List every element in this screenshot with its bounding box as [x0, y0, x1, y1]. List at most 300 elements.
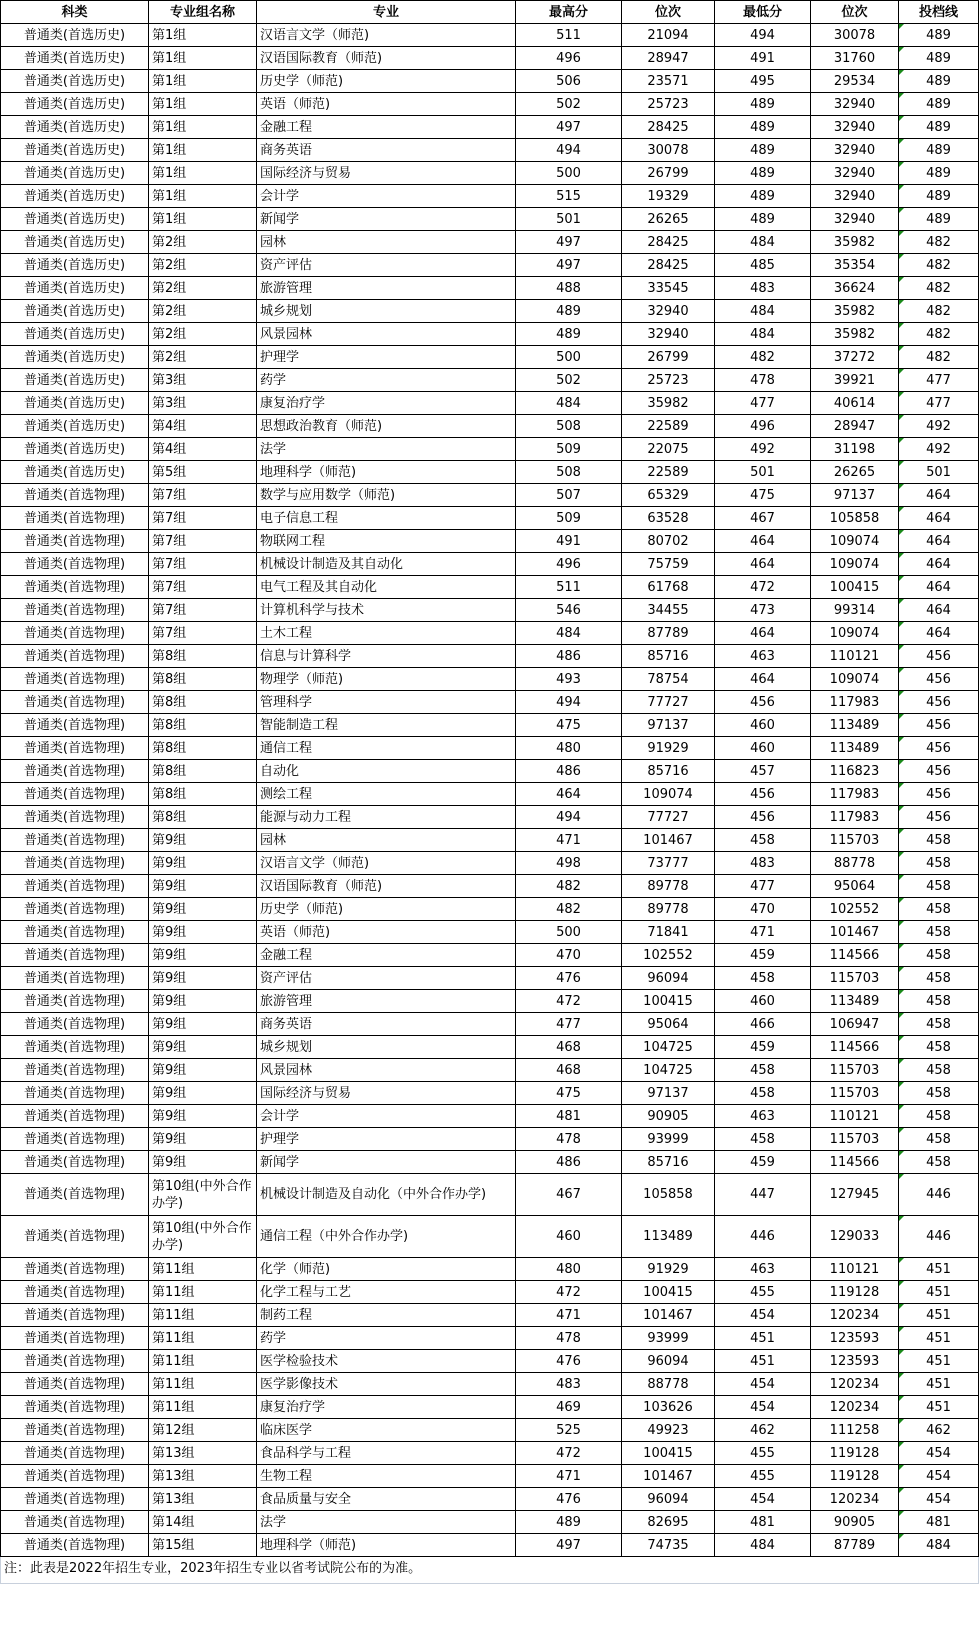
min-rank-cell[interactable]: 97137 [811, 484, 899, 507]
max-rank-cell[interactable]: 103626 [622, 1396, 715, 1419]
max-rank-cell[interactable]: 28425 [622, 231, 715, 254]
category-cell[interactable]: 普通类(首选历史) [1, 461, 149, 484]
min-score-cell[interactable]: 460 [715, 990, 811, 1013]
major-cell[interactable]: 自动化 [257, 760, 516, 783]
min-rank-cell[interactable]: 115703 [811, 1059, 899, 1082]
min-score-cell[interactable]: 491 [715, 47, 811, 70]
max-score-cell[interactable]: 497 [516, 254, 622, 277]
category-cell[interactable]: 普通类(首选物理) [1, 1105, 149, 1128]
category-cell[interactable]: 普通类(首选物理) [1, 829, 149, 852]
major-cell[interactable]: 园林 [257, 829, 516, 852]
max-rank-cell[interactable]: 77727 [622, 691, 715, 714]
major-cell[interactable]: 医学检验技术 [257, 1350, 516, 1373]
min-score-cell[interactable]: 484 [715, 231, 811, 254]
major-cell[interactable]: 康复治疗学 [257, 1396, 516, 1419]
major-cell[interactable]: 会计学 [257, 185, 516, 208]
max-rank-cell[interactable]: 93999 [622, 1128, 715, 1151]
category-cell[interactable]: 普通类(首选物理) [1, 1373, 149, 1396]
min-score-cell[interactable]: 466 [715, 1013, 811, 1036]
max-score-cell[interactable]: 482 [516, 898, 622, 921]
cutoff-line-cell[interactable]: 464 [899, 484, 979, 507]
min-rank-cell[interactable]: 123593 [811, 1327, 899, 1350]
group-name-cell[interactable]: 第7组 [149, 599, 257, 622]
group-name-cell[interactable]: 第2组 [149, 231, 257, 254]
min-score-cell[interactable]: 459 [715, 944, 811, 967]
group-name-cell[interactable]: 第8组 [149, 783, 257, 806]
max-rank-cell[interactable]: 113489 [622, 1216, 715, 1258]
major-cell[interactable]: 英语（师范) [257, 921, 516, 944]
min-score-cell[interactable]: 459 [715, 1151, 811, 1174]
header-cutoff-line[interactable]: 投档线 [899, 1, 979, 24]
min-rank-cell[interactable]: 117983 [811, 806, 899, 829]
group-name-cell[interactable]: 第5组 [149, 461, 257, 484]
category-cell[interactable]: 普通类(首选物理) [1, 760, 149, 783]
max-rank-cell[interactable]: 80702 [622, 530, 715, 553]
max-rank-cell[interactable]: 97137 [622, 714, 715, 737]
min-score-cell[interactable]: 492 [715, 438, 811, 461]
group-name-cell[interactable]: 第11组 [149, 1327, 257, 1350]
max-rank-cell[interactable]: 85716 [622, 760, 715, 783]
major-cell[interactable]: 新闻学 [257, 208, 516, 231]
min-rank-cell[interactable]: 129033 [811, 1216, 899, 1258]
cutoff-line-cell[interactable]: 458 [899, 921, 979, 944]
max-score-cell[interactable]: 469 [516, 1396, 622, 1419]
max-rank-cell[interactable]: 75759 [622, 553, 715, 576]
major-cell[interactable]: 旅游管理 [257, 277, 516, 300]
min-score-cell[interactable]: 489 [715, 162, 811, 185]
cutoff-line-cell[interactable]: 451 [899, 1281, 979, 1304]
group-name-cell[interactable]: 第1组 [149, 162, 257, 185]
major-cell[interactable]: 测绘工程 [257, 783, 516, 806]
group-name-cell[interactable]: 第9组 [149, 921, 257, 944]
group-name-cell[interactable]: 第13组 [149, 1442, 257, 1465]
group-name-cell[interactable]: 第1组 [149, 208, 257, 231]
major-cell[interactable]: 通信工程（中外合作办学) [257, 1216, 516, 1258]
group-name-cell[interactable]: 第9组 [149, 944, 257, 967]
group-name-cell[interactable]: 第2组 [149, 254, 257, 277]
min-rank-cell[interactable]: 102552 [811, 898, 899, 921]
group-name-cell[interactable]: 第7组 [149, 622, 257, 645]
min-rank-cell[interactable]: 35982 [811, 323, 899, 346]
max-score-cell[interactable]: 464 [516, 783, 622, 806]
max-score-cell[interactable]: 506 [516, 70, 622, 93]
major-cell[interactable]: 商务英语 [257, 1013, 516, 1036]
group-name-cell[interactable]: 第2组 [149, 300, 257, 323]
cutoff-line-cell[interactable]: 464 [899, 530, 979, 553]
category-cell[interactable]: 普通类(首选物理) [1, 1059, 149, 1082]
cutoff-line-cell[interactable]: 458 [899, 1013, 979, 1036]
category-cell[interactable]: 普通类(首选历史) [1, 24, 149, 47]
max-score-cell[interactable]: 525 [516, 1419, 622, 1442]
major-cell[interactable]: 汉语国际教育（师范) [257, 875, 516, 898]
group-name-cell[interactable]: 第11组 [149, 1373, 257, 1396]
cutoff-line-cell[interactable]: 456 [899, 783, 979, 806]
min-score-cell[interactable]: 460 [715, 714, 811, 737]
max-rank-cell[interactable]: 63528 [622, 507, 715, 530]
group-name-cell[interactable]: 第10组(中外合作办学) [149, 1216, 257, 1258]
cutoff-line-cell[interactable]: 482 [899, 231, 979, 254]
min-rank-cell[interactable]: 109074 [811, 668, 899, 691]
header-group-name[interactable]: 专业组名称 [149, 1, 257, 24]
cutoff-line-cell[interactable]: 456 [899, 714, 979, 737]
max-rank-cell[interactable]: 49923 [622, 1419, 715, 1442]
min-score-cell[interactable]: 455 [715, 1281, 811, 1304]
max-score-cell[interactable]: 486 [516, 645, 622, 668]
min-rank-cell[interactable]: 120234 [811, 1396, 899, 1419]
max-score-cell[interactable]: 497 [516, 1534, 622, 1557]
max-rank-cell[interactable]: 26265 [622, 208, 715, 231]
category-cell[interactable]: 普通类(首选历史) [1, 93, 149, 116]
min-score-cell[interactable]: 458 [715, 1128, 811, 1151]
major-cell[interactable]: 生物工程 [257, 1465, 516, 1488]
category-cell[interactable]: 普通类(首选物理) [1, 898, 149, 921]
max-rank-cell[interactable]: 78754 [622, 668, 715, 691]
min-score-cell[interactable]: 455 [715, 1442, 811, 1465]
min-score-cell[interactable]: 477 [715, 875, 811, 898]
min-score-cell[interactable]: 464 [715, 553, 811, 576]
category-cell[interactable]: 普通类(首选物理) [1, 1442, 149, 1465]
min-rank-cell[interactable]: 123593 [811, 1350, 899, 1373]
max-score-cell[interactable]: 471 [516, 1304, 622, 1327]
max-score-cell[interactable]: 476 [516, 967, 622, 990]
category-cell[interactable]: 普通类(首选物理) [1, 507, 149, 530]
min-rank-cell[interactable]: 115703 [811, 829, 899, 852]
category-cell[interactable]: 普通类(首选物理) [1, 1534, 149, 1557]
max-rank-cell[interactable]: 101467 [622, 1304, 715, 1327]
group-name-cell[interactable]: 第9组 [149, 990, 257, 1013]
min-score-cell[interactable]: 463 [715, 645, 811, 668]
major-cell[interactable]: 物理学（师范) [257, 668, 516, 691]
min-score-cell[interactable]: 446 [715, 1216, 811, 1258]
min-score-cell[interactable]: 489 [715, 116, 811, 139]
header-major[interactable]: 专业 [257, 1, 516, 24]
category-cell[interactable]: 普通类(首选物理) [1, 990, 149, 1013]
max-rank-cell[interactable]: 32940 [622, 300, 715, 323]
min-rank-cell[interactable]: 95064 [811, 875, 899, 898]
category-cell[interactable]: 普通类(首选历史) [1, 116, 149, 139]
max-score-cell[interactable]: 508 [516, 415, 622, 438]
major-cell[interactable]: 机械设计制造及其自动化 [257, 553, 516, 576]
major-cell[interactable]: 新闻学 [257, 1151, 516, 1174]
major-cell[interactable]: 化学工程与工艺 [257, 1281, 516, 1304]
min-rank-cell[interactable]: 37272 [811, 346, 899, 369]
cutoff-line-cell[interactable]: 458 [899, 875, 979, 898]
min-score-cell[interactable]: 454 [715, 1488, 811, 1511]
max-rank-cell[interactable]: 100415 [622, 990, 715, 1013]
max-score-cell[interactable]: 476 [516, 1488, 622, 1511]
max-score-cell[interactable]: 478 [516, 1327, 622, 1350]
group-name-cell[interactable]: 第9组 [149, 1151, 257, 1174]
cutoff-line-cell[interactable]: 492 [899, 438, 979, 461]
min-rank-cell[interactable]: 101467 [811, 921, 899, 944]
max-rank-cell[interactable]: 91929 [622, 1258, 715, 1281]
max-rank-cell[interactable]: 101467 [622, 1465, 715, 1488]
max-rank-cell[interactable]: 104725 [622, 1059, 715, 1082]
max-rank-cell[interactable]: 88778 [622, 1373, 715, 1396]
major-cell[interactable]: 资产评估 [257, 254, 516, 277]
cutoff-line-cell[interactable]: 464 [899, 507, 979, 530]
major-cell[interactable]: 城乡规划 [257, 1036, 516, 1059]
category-cell[interactable]: 普通类(首选物理) [1, 1488, 149, 1511]
category-cell[interactable]: 普通类(首选物理) [1, 783, 149, 806]
min-rank-cell[interactable]: 32940 [811, 162, 899, 185]
group-name-cell[interactable]: 第8组 [149, 737, 257, 760]
min-rank-cell[interactable]: 109074 [811, 553, 899, 576]
min-score-cell[interactable]: 458 [715, 967, 811, 990]
major-cell[interactable]: 物联网工程 [257, 530, 516, 553]
category-cell[interactable]: 普通类(首选物理) [1, 1281, 149, 1304]
min-score-cell[interactable]: 451 [715, 1350, 811, 1373]
cutoff-line-cell[interactable]: 456 [899, 691, 979, 714]
category-cell[interactable]: 普通类(首选物理) [1, 484, 149, 507]
category-cell[interactable]: 普通类(首选历史) [1, 323, 149, 346]
group-name-cell[interactable]: 第7组 [149, 553, 257, 576]
major-cell[interactable]: 食品质量与安全 [257, 1488, 516, 1511]
max-score-cell[interactable]: 475 [516, 714, 622, 737]
group-name-cell[interactable]: 第9组 [149, 898, 257, 921]
max-score-cell[interactable]: 480 [516, 737, 622, 760]
category-cell[interactable]: 普通类(首选历史) [1, 438, 149, 461]
max-score-cell[interactable]: 467 [516, 1174, 622, 1216]
category-cell[interactable]: 普通类(首选物理) [1, 1419, 149, 1442]
min-rank-cell[interactable]: 127945 [811, 1174, 899, 1216]
header-max-score[interactable]: 最高分 [516, 1, 622, 24]
max-rank-cell[interactable]: 33545 [622, 277, 715, 300]
major-cell[interactable]: 电气工程及其自动化 [257, 576, 516, 599]
cutoff-line-cell[interactable]: 456 [899, 760, 979, 783]
max-score-cell[interactable]: 484 [516, 392, 622, 415]
group-name-cell[interactable]: 第7组 [149, 530, 257, 553]
max-rank-cell[interactable]: 73777 [622, 852, 715, 875]
major-cell[interactable]: 护理学 [257, 1128, 516, 1151]
max-score-cell[interactable]: 471 [516, 1465, 622, 1488]
min-rank-cell[interactable]: 32940 [811, 208, 899, 231]
max-rank-cell[interactable]: 100415 [622, 1281, 715, 1304]
major-cell[interactable]: 数学与应用数学（师范) [257, 484, 516, 507]
group-name-cell[interactable]: 第13组 [149, 1488, 257, 1511]
min-rank-cell[interactable]: 35982 [811, 300, 899, 323]
cutoff-line-cell[interactable]: 446 [899, 1216, 979, 1258]
major-cell[interactable]: 汉语言文学（师范) [257, 24, 516, 47]
min-score-cell[interactable]: 484 [715, 323, 811, 346]
header-min-score[interactable]: 最低分 [715, 1, 811, 24]
min-rank-cell[interactable]: 31760 [811, 47, 899, 70]
min-rank-cell[interactable]: 113489 [811, 714, 899, 737]
max-score-cell[interactable]: 471 [516, 829, 622, 852]
cutoff-line-cell[interactable]: 489 [899, 139, 979, 162]
group-name-cell[interactable]: 第8组 [149, 691, 257, 714]
min-score-cell[interactable]: 462 [715, 1419, 811, 1442]
max-score-cell[interactable]: 494 [516, 691, 622, 714]
max-score-cell[interactable]: 507 [516, 484, 622, 507]
category-cell[interactable]: 普通类(首选物理) [1, 967, 149, 990]
major-cell[interactable]: 药学 [257, 1327, 516, 1350]
cutoff-line-cell[interactable]: 456 [899, 737, 979, 760]
major-cell[interactable]: 信息与计算科学 [257, 645, 516, 668]
major-cell[interactable]: 制药工程 [257, 1304, 516, 1327]
category-cell[interactable]: 普通类(首选物理) [1, 737, 149, 760]
max-rank-cell[interactable]: 100415 [622, 1442, 715, 1465]
min-rank-cell[interactable]: 32940 [811, 116, 899, 139]
group-name-cell[interactable]: 第9组 [149, 1036, 257, 1059]
major-cell[interactable]: 电子信息工程 [257, 507, 516, 530]
min-rank-cell[interactable]: 26265 [811, 461, 899, 484]
group-name-cell[interactable]: 第1组 [149, 139, 257, 162]
category-cell[interactable]: 普通类(首选物理) [1, 530, 149, 553]
category-cell[interactable]: 普通类(首选物理) [1, 875, 149, 898]
min-score-cell[interactable]: 467 [715, 507, 811, 530]
cutoff-line-cell[interactable]: 451 [899, 1327, 979, 1350]
max-rank-cell[interactable]: 85716 [622, 1151, 715, 1174]
max-score-cell[interactable]: 511 [516, 576, 622, 599]
max-rank-cell[interactable]: 87789 [622, 622, 715, 645]
cutoff-line-cell[interactable]: 454 [899, 1442, 979, 1465]
min-score-cell[interactable]: 495 [715, 70, 811, 93]
group-name-cell[interactable]: 第1组 [149, 93, 257, 116]
category-cell[interactable]: 普通类(首选历史) [1, 47, 149, 70]
cutoff-line-cell[interactable]: 456 [899, 806, 979, 829]
category-cell[interactable]: 普通类(首选物理) [1, 1304, 149, 1327]
max-score-cell[interactable]: 500 [516, 346, 622, 369]
group-name-cell[interactable]: 第8组 [149, 806, 257, 829]
min-score-cell[interactable]: 463 [715, 1258, 811, 1281]
min-score-cell[interactable]: 472 [715, 576, 811, 599]
min-rank-cell[interactable]: 87789 [811, 1534, 899, 1557]
group-name-cell[interactable]: 第13组 [149, 1465, 257, 1488]
max-score-cell[interactable]: 508 [516, 461, 622, 484]
group-name-cell[interactable]: 第10组(中外合作办学) [149, 1174, 257, 1216]
min-rank-cell[interactable]: 115703 [811, 1082, 899, 1105]
group-name-cell[interactable]: 第2组 [149, 346, 257, 369]
max-rank-cell[interactable]: 89778 [622, 898, 715, 921]
group-name-cell[interactable]: 第9组 [149, 852, 257, 875]
min-score-cell[interactable]: 473 [715, 599, 811, 622]
category-cell[interactable]: 普通类(首选物理) [1, 714, 149, 737]
cutoff-line-cell[interactable]: 489 [899, 185, 979, 208]
major-cell[interactable]: 英语（师范) [257, 93, 516, 116]
cutoff-line-cell[interactable]: 458 [899, 898, 979, 921]
min-score-cell[interactable]: 484 [715, 300, 811, 323]
group-name-cell[interactable]: 第4组 [149, 415, 257, 438]
max-score-cell[interactable]: 546 [516, 599, 622, 622]
major-cell[interactable]: 地理科学（师范) [257, 461, 516, 484]
min-rank-cell[interactable]: 35354 [811, 254, 899, 277]
major-cell[interactable]: 康复治疗学 [257, 392, 516, 415]
major-cell[interactable]: 智能制造工程 [257, 714, 516, 737]
max-rank-cell[interactable]: 25723 [622, 93, 715, 116]
cutoff-line-cell[interactable]: 464 [899, 599, 979, 622]
major-cell[interactable]: 历史学（师范) [257, 898, 516, 921]
min-score-cell[interactable]: 478 [715, 369, 811, 392]
max-score-cell[interactable]: 498 [516, 852, 622, 875]
min-score-cell[interactable]: 485 [715, 254, 811, 277]
group-name-cell[interactable]: 第9组 [149, 967, 257, 990]
min-rank-cell[interactable]: 29534 [811, 70, 899, 93]
category-cell[interactable]: 普通类(首选物理) [1, 622, 149, 645]
max-rank-cell[interactable]: 21094 [622, 24, 715, 47]
min-score-cell[interactable]: 496 [715, 415, 811, 438]
major-cell[interactable]: 园林 [257, 231, 516, 254]
group-name-cell[interactable]: 第1组 [149, 47, 257, 70]
category-cell[interactable]: 普通类(首选物理) [1, 1216, 149, 1258]
max-rank-cell[interactable]: 96094 [622, 967, 715, 990]
major-cell[interactable]: 土木工程 [257, 622, 516, 645]
cutoff-line-cell[interactable]: 462 [899, 1419, 979, 1442]
category-cell[interactable]: 普通类(首选历史) [1, 254, 149, 277]
cutoff-line-cell[interactable]: 482 [899, 277, 979, 300]
major-cell[interactable]: 汉语言文学（师范) [257, 852, 516, 875]
group-name-cell[interactable]: 第9组 [149, 1013, 257, 1036]
max-score-cell[interactable]: 476 [516, 1350, 622, 1373]
max-rank-cell[interactable]: 30078 [622, 139, 715, 162]
min-rank-cell[interactable]: 90905 [811, 1511, 899, 1534]
cutoff-line-cell[interactable]: 458 [899, 1128, 979, 1151]
major-cell[interactable]: 地理科学（师范) [257, 1534, 516, 1557]
min-score-cell[interactable]: 477 [715, 392, 811, 415]
group-name-cell[interactable]: 第1组 [149, 116, 257, 139]
category-cell[interactable]: 普通类(首选物理) [1, 806, 149, 829]
group-name-cell[interactable]: 第15组 [149, 1534, 257, 1557]
cutoff-line-cell[interactable]: 458 [899, 1105, 979, 1128]
cutoff-line-cell[interactable]: 456 [899, 668, 979, 691]
min-score-cell[interactable]: 484 [715, 1534, 811, 1557]
major-cell[interactable]: 临床医学 [257, 1419, 516, 1442]
min-rank-cell[interactable]: 120234 [811, 1304, 899, 1327]
cutoff-line-cell[interactable]: 454 [899, 1488, 979, 1511]
min-rank-cell[interactable]: 120234 [811, 1488, 899, 1511]
min-rank-cell[interactable]: 119128 [811, 1442, 899, 1465]
category-cell[interactable]: 普通类(首选历史) [1, 231, 149, 254]
category-cell[interactable]: 普通类(首选物理) [1, 1327, 149, 1350]
min-rank-cell[interactable]: 114566 [811, 1151, 899, 1174]
cutoff-line-cell[interactable]: 492 [899, 415, 979, 438]
cutoff-line-cell[interactable]: 451 [899, 1258, 979, 1281]
min-score-cell[interactable]: 458 [715, 1059, 811, 1082]
min-rank-cell[interactable]: 116823 [811, 760, 899, 783]
min-rank-cell[interactable]: 32940 [811, 139, 899, 162]
max-rank-cell[interactable]: 91929 [622, 737, 715, 760]
category-cell[interactable]: 普通类(首选物理) [1, 1128, 149, 1151]
max-rank-cell[interactable]: 26799 [622, 346, 715, 369]
group-name-cell[interactable]: 第8组 [149, 668, 257, 691]
min-score-cell[interactable]: 458 [715, 1082, 811, 1105]
max-score-cell[interactable]: 484 [516, 622, 622, 645]
min-score-cell[interactable]: 454 [715, 1396, 811, 1419]
max-score-cell[interactable]: 468 [516, 1036, 622, 1059]
category-cell[interactable]: 普通类(首选物理) [1, 691, 149, 714]
category-cell[interactable]: 普通类(首选物理) [1, 599, 149, 622]
min-score-cell[interactable]: 457 [715, 760, 811, 783]
major-cell[interactable]: 化学（师范) [257, 1258, 516, 1281]
group-name-cell[interactable]: 第9组 [149, 1128, 257, 1151]
min-rank-cell[interactable]: 88778 [811, 852, 899, 875]
max-score-cell[interactable]: 470 [516, 944, 622, 967]
category-cell[interactable]: 普通类(首选历史) [1, 346, 149, 369]
cutoff-line-cell[interactable]: 458 [899, 967, 979, 990]
category-cell[interactable]: 普通类(首选物理) [1, 1511, 149, 1534]
category-cell[interactable]: 普通类(首选物理) [1, 553, 149, 576]
category-cell[interactable]: 普通类(首选历史) [1, 300, 149, 323]
max-rank-cell[interactable]: 23571 [622, 70, 715, 93]
category-cell[interactable]: 普通类(首选历史) [1, 162, 149, 185]
min-score-cell[interactable]: 501 [715, 461, 811, 484]
cutoff-line-cell[interactable]: 482 [899, 300, 979, 323]
max-rank-cell[interactable]: 90905 [622, 1105, 715, 1128]
min-rank-cell[interactable]: 110121 [811, 1258, 899, 1281]
major-cell[interactable]: 风景园林 [257, 1059, 516, 1082]
category-cell[interactable]: 普通类(首选物理) [1, 1396, 149, 1419]
min-rank-cell[interactable]: 32940 [811, 185, 899, 208]
